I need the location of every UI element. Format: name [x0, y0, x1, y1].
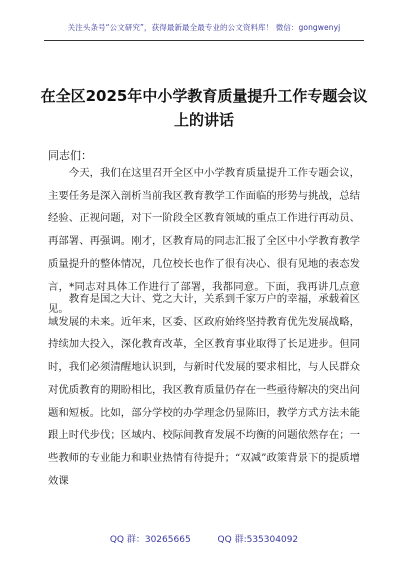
header-divider — [44, 40, 364, 41]
paragraph-2: 教育是国之大计、党之大计，关系到千家万户的幸福，承载着区域发展的未来。近年来，区委、区政府始终坚持教育优先发展战略，持续加大投入，深化教育改革，全区教育事业取得了长足进步。但同时，我们必须清醒地认识到，与新时代发展的要求相比，与人民群众对优质教育的期盼相比，我区教育质量仍存在一些亟待解决的突出问题和短板。比如，部分学校的办学理念仍显陈旧，教学方式方法未能跟上时代步伐；区域内、校际间教育发展不均衡的问题依然存在；一些教师的专业能力和职业热情有待提升；“双减”政策背景下的提质增效课 — [48, 293, 360, 487]
paragraph-1: 今天，我们在这里召开全区中小学教育质量提升工作专题会议，主要任务是深入剖析当前我区教育教学工作面临的形势与挑战，总结经验、正视问题，对下一阶段全区教育领域的重点工作进行再动员、再部署、再强调。刚才，区教育局的同志汇报了全区中小学教育教学质量提升的整体情况，几位校长也作了很有决心、很有见地的表态发言，*同志对具体工作进行了部署，我都同意。下面，我再讲几点意见。 — [48, 167, 360, 316]
footer-note — [0, 532, 408, 545]
footer-qq-group-2: QQ 群:535304092 — [217, 535, 299, 545]
salutation: 同志们： — [48, 149, 92, 162]
header-note: 关注头条号“公文研究”，获得最新最全最专业的公文资料库！ 微信：gongwenyj — [67, 23, 341, 32]
footer-qq-group-1: QQ 群：30265665 — [109, 535, 191, 545]
page-title: 在全区2025年中小学教育质量提升工作专题会议上的讲话 — [40, 87, 368, 129]
